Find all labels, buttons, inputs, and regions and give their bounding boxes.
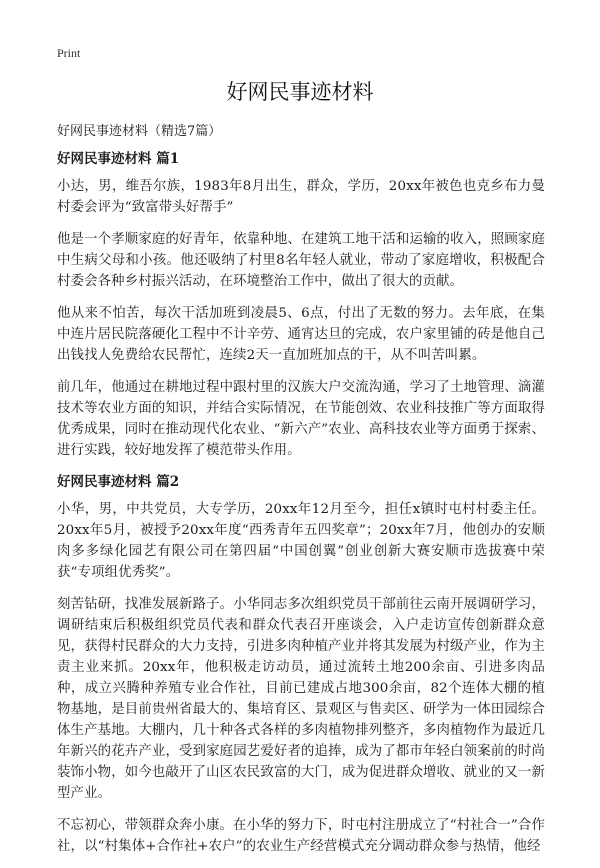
section-2 (57, 472, 545, 857)
section-heading: 好网民事迹材料 篇1 (57, 151, 180, 167)
page-title: 好网民事迹材料 (226, 80, 374, 104)
paragraph: 前几年，他通过在耕地过程中跟村里的汉族大户交流沟通，学习了土地管理、滴灌技术等农业方面的知识，并结合实际情况，在节能创效、农业科技推广等方面取得优秀成果，同时在推动现代化农业、“新六产”农业、高科技农业等方面勇于探索、进行实践，较好地发挥了模范带头作用。 (57, 380, 545, 458)
paragraph: 刻苦钻研，找准发展新路子。小华同志多次组织党员干部前往云南开展调研学习，调研结束后积极组织党员代表和群众代表召开座谈会，入户走访宣传创新群众意见，获得村民群众的大力支持，引进多肉种植产业并将其发展为村级产业，作为主责主业来抓。20xx年，他积极走访动员，通过流转土地200余亩、引进多肉品种，成立兴腾种养殖专业合作社，目前已建成占地300余亩，82个连体大棚的植物基地，是目前贵州省最大的、集培育区、景观区与售卖区、研学为一体田园综合体生产基地。大棚内，几十种各式各样的多肉植物排列整齐，多肉植物作为最近几年新兴的花卉产业，受到家庭园艺爱好者的追捧，成为了都市年轻白领案前的时尚装饰小物，如今也敲开了山区农民致富的大门，成为促进群众增收、就业的又一新型产业。 (57, 597, 545, 801)
paragraph: 小达，男，维吾尔族，1983年8月出生，群众，学历，20xx年被色也克乡布力曼村委会评为“致富带头好帮手” (57, 179, 545, 215)
section-heading: 好网民事迹材料 篇2 (57, 474, 180, 490)
section-1 (57, 149, 545, 461)
paragraph: 他是一个孝顺家庭的好青年，依靠种地、在建筑工地干活和运输的收入，照顾家庭中生病父母和小孩。他还吸纳了村里8名年轻人就业，带动了家庭增收，积极配合村委会各种乡村振兴活动，在环境整治工作中，做出了很大的贡献。 (57, 232, 545, 289)
print-link[interactable]: Print (57, 46, 81, 60)
paragraph: 小华，男，中共党员，大专学历，20xx年12月至今，担任x镇时屯村村委主任。20xx年5月，被授予20xx年度“西秀青年五四奖章”；20xx年7月，他创办的安顺肉多多绿化园艺有限公司在第四届“中国创翼”创业创新大赛安顺市选拔赛中荣获“专项组优秀奖”。 (57, 502, 545, 580)
paragraph: 他从来不怕苦，每次干活加班到凌晨5、6点，付出了无数的努力。去年底，在集中连片居民院落硬化工程中不计辛劳、通宵达旦的完成，农户家里铺的砖是他自己出钱找人免费给农民帮忙，连续2天一直加班加点的干，从不叫苦叫累。 (57, 306, 545, 363)
document-subtitle: 好网民事迹材料（精选7篇） (57, 124, 222, 139)
document-body (57, 121, 545, 868)
paragraph: 不忘初心，带领群众奔小康。在小华的努力下，时屯村注册成立了“村社合一”合作社，以“村集体+合作社+农户”的农业生产经营模式充分调动群众参与热情，他经 (57, 818, 545, 854)
